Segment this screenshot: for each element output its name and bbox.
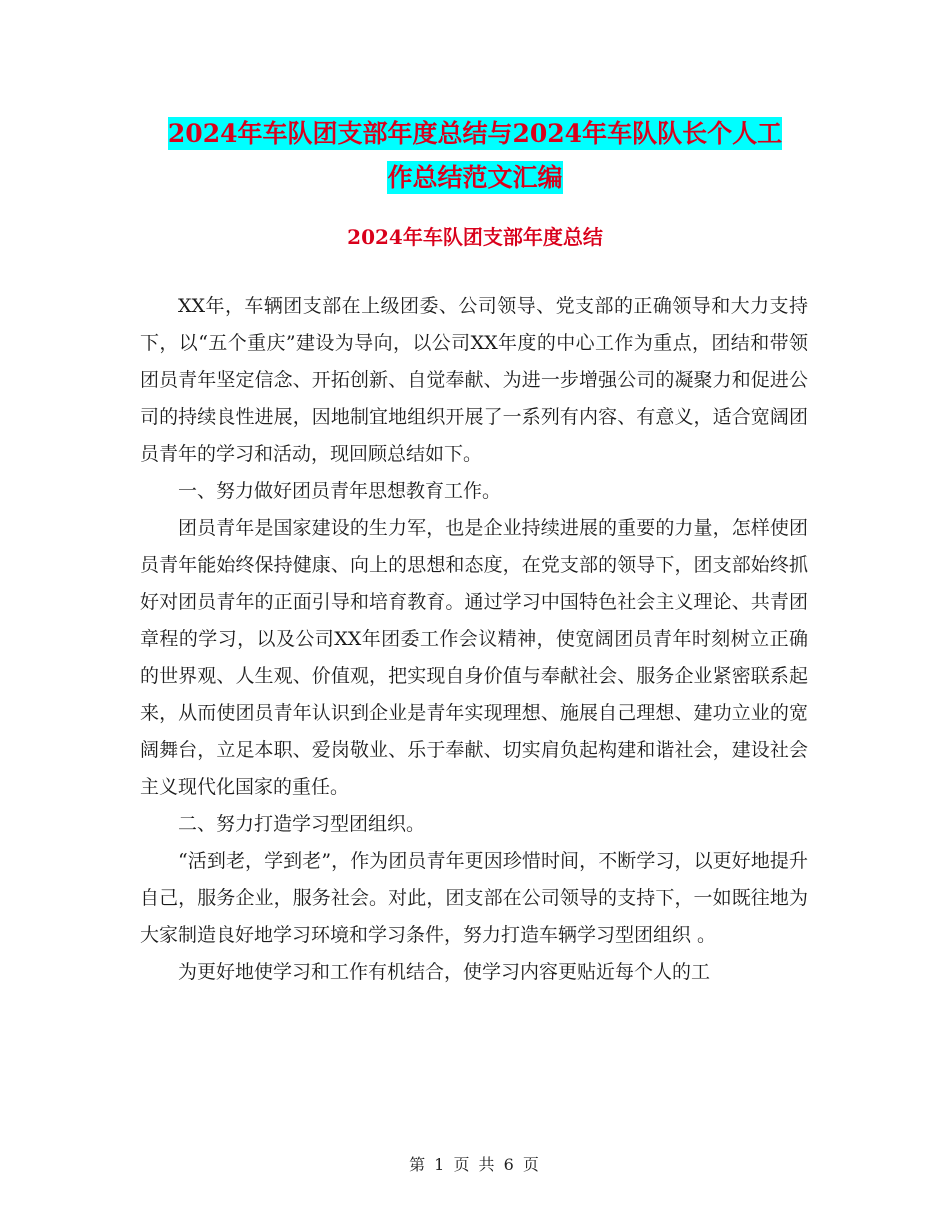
heading-item-2: 二、努力打造学习型团组织。 <box>178 813 426 835</box>
heading-item-1: 一、努力做好团员青年思想教育工作。 <box>178 480 502 502</box>
paragraph-intro: XX年，车辆团支部在上级团委、公司领导、党支部的正确领导和大力支持下，以“五个重庆”建设为导向，以公司XX年度的中心工作为重点，团结和带领团员青年坚定信念、开拓创新、自觉奉献、为进一步增强公司的凝聚力和促进公司的持续良性进展，因地制宜地组织开展了一系列有内容、有意义，适合宽阔团员青年的学习和活动，现回顾总结如下。 <box>140 295 808 465</box>
document-body <box>140 288 808 991</box>
document-title-line-2: 作总结范文汇编 <box>387 163 563 192</box>
paragraph-item-2: “活到老，学到老”，作为团员青年更因珍惜时间，不断学习，以更好地提升自己，服务企业，服务社会。对此，团支部在公司领导的支持下，一如既往地为大家制造良好地学习环境和学习条件，努力打造车辆学习型团组织 。 <box>140 850 808 946</box>
paragraph-item-1: 团员青年是国家建设的生力军，也是企业持续进展的重要的力量，怎样使团员青年能始终保持健康、向上的思想和态度，在党支部的领导下，团支部始终抓好对团员青年的正面引导和培育教育。通过学习中国特色社会主义理论、共青团章程的学习，以及公司XX年团委工作会议精神，使宽阔团员青年时刻树立正确的世界观、人生观、价值观，把实现自身价值与奉献社会、服务企业紧密联系起来，从而使团员青年认识到企业是青年实现理想、施展自己理想、建功立业的宽阔舞台，立足本职、爱岗敬业、乐于奉献、切实肩负起构建和谐社会，建设社会主义现代化国家的重任。 <box>140 517 808 798</box>
section-title: 2024年车队团支部年度总结 <box>347 225 603 249</box>
page-footer: 第 1 页 共 6 页 <box>409 1155 541 1174</box>
document-title-line-1: 2024年车队团支部年度总结与2024年车队队长个人工 <box>167 119 783 148</box>
paragraph-continued: 为更好地使学习和工作有机结合，使学习内容更贴近每个人的工 <box>178 961 711 983</box>
document-title <box>0 112 950 200</box>
